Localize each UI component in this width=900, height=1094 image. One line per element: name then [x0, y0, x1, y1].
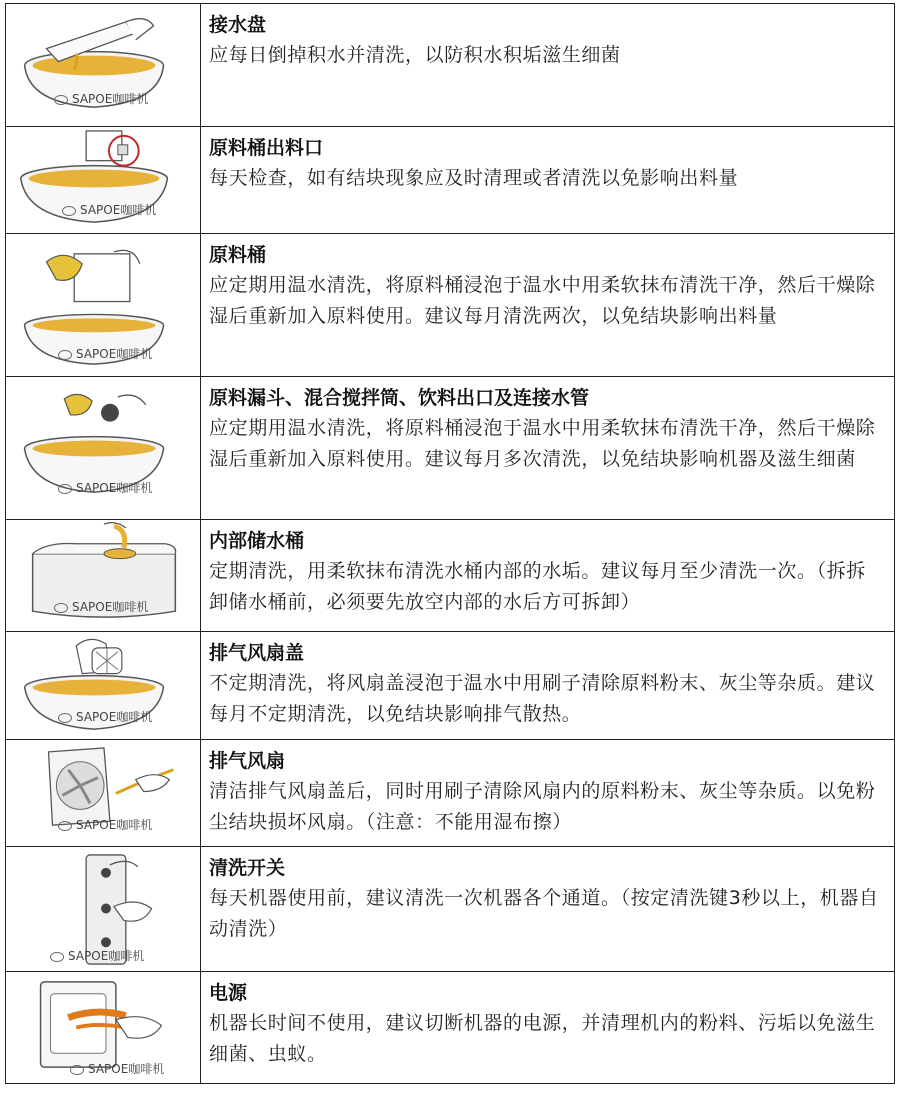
item-description: 每天机器使用前，建议清洗一次机器各个通道。（按定清洗键3秒以上，机器自动清洗） [209, 887, 879, 940]
table-row [6, 127, 895, 234]
watermark: SAPOE咖啡机 [54, 598, 148, 615]
maintenance-table-wrapper [5, 3, 895, 1084]
table-row [6, 847, 895, 972]
table-row [6, 632, 895, 740]
item-title: 电源 [209, 982, 248, 1004]
watermark: SAPOE咖啡机 [54, 90, 148, 107]
text-cell [201, 632, 895, 740]
text-cell [201, 234, 895, 377]
funnel-mixer-icon [6, 377, 200, 519]
item-description: 定期清洗，用柔软抹布清洗水桶内部的水垢。建议每月至少清洗一次。（拆拆卸储水桶前，必须要先放空内部的水后方可拆卸） [209, 560, 866, 613]
text-cell [201, 520, 895, 632]
table-row [6, 740, 895, 847]
image-cell [6, 520, 201, 632]
table-row [6, 4, 895, 127]
text-cell [201, 377, 895, 520]
watermark: SAPOE咖啡机 [70, 1060, 164, 1077]
item-title: 排气风扇 [209, 750, 286, 772]
item-description: 应定期用温水清洗，将原料桶浸泡于温水中用柔软抹布清洗干净，然后干燥除湿后重新加入原料使用。建议每月清洗两次，以免结块影响出料量 [209, 274, 876, 327]
text-cell [201, 847, 895, 972]
watermark: SAPOE咖啡机 [62, 201, 156, 218]
item-title: 接水盘 [209, 14, 267, 36]
watermark: SAPOE咖啡机 [58, 816, 152, 833]
maintenance-table [5, 3, 895, 1084]
image-cell [6, 4, 201, 127]
item-title: 原料桶 [209, 244, 267, 266]
watermark: SAPOE咖啡机 [58, 708, 152, 725]
item-description: 机器长时间不使用，建议切断机器的电源，并清理机内的粉料、污垢以免滋生细菌、虫蚁。 [209, 1012, 876, 1065]
image-cell [6, 740, 201, 847]
item-description: 应定期用温水清洗，将原料桶浸泡于温水中用柔软抹布清洗干净，然后干燥除湿后重新加入原料使用。建议每月多次清洗，以免结块影响机器及滋生细菌 [209, 417, 876, 470]
table-row [6, 377, 895, 520]
watermark: SAPOE咖啡机 [50, 947, 144, 964]
image-cell [6, 234, 201, 377]
watermark: SAPOE咖啡机 [58, 479, 152, 496]
image-cell [6, 632, 201, 740]
image-cell [6, 127, 201, 234]
text-cell [201, 972, 895, 1084]
item-description: 每天检查，如有结块现象应及时清理或者清洗以免影响出料量 [209, 167, 739, 189]
item-description: 应每日倒掉积水并清洗，以防积水积垢滋生细菌 [209, 44, 621, 66]
item-description: 清洁排气风扇盖后，同时用刷子清除风扇内的原料粉末、灰尘等杂质。以免粉尘结块损坏风扇。（注意：不能用湿布擦） [209, 780, 876, 833]
item-title: 原料漏斗、混合搅拌筒、饮料出口及连接水管 [209, 387, 590, 409]
image-cell [6, 972, 201, 1084]
text-cell [201, 127, 895, 234]
table-row [6, 234, 895, 377]
table-row [6, 972, 895, 1084]
item-title: 排气风扇盖 [209, 642, 305, 664]
drip-tray-icon [6, 4, 200, 126]
text-cell [201, 4, 895, 127]
watermark: SAPOE咖啡机 [58, 345, 152, 362]
image-cell [6, 847, 201, 972]
item-title: 原料桶出料口 [209, 137, 324, 159]
item-description: 不定期清洗，将风扇盖浸泡于温水中用刷子清除原料粉末、灰尘等杂质。建议每月不定期清洗，以免结块影响排气散热。 [209, 672, 876, 725]
item-title: 清洗开关 [209, 857, 286, 879]
text-cell [201, 740, 895, 847]
table-row [6, 520, 895, 632]
item-title: 内部储水桶 [209, 530, 305, 552]
image-cell [6, 377, 201, 520]
